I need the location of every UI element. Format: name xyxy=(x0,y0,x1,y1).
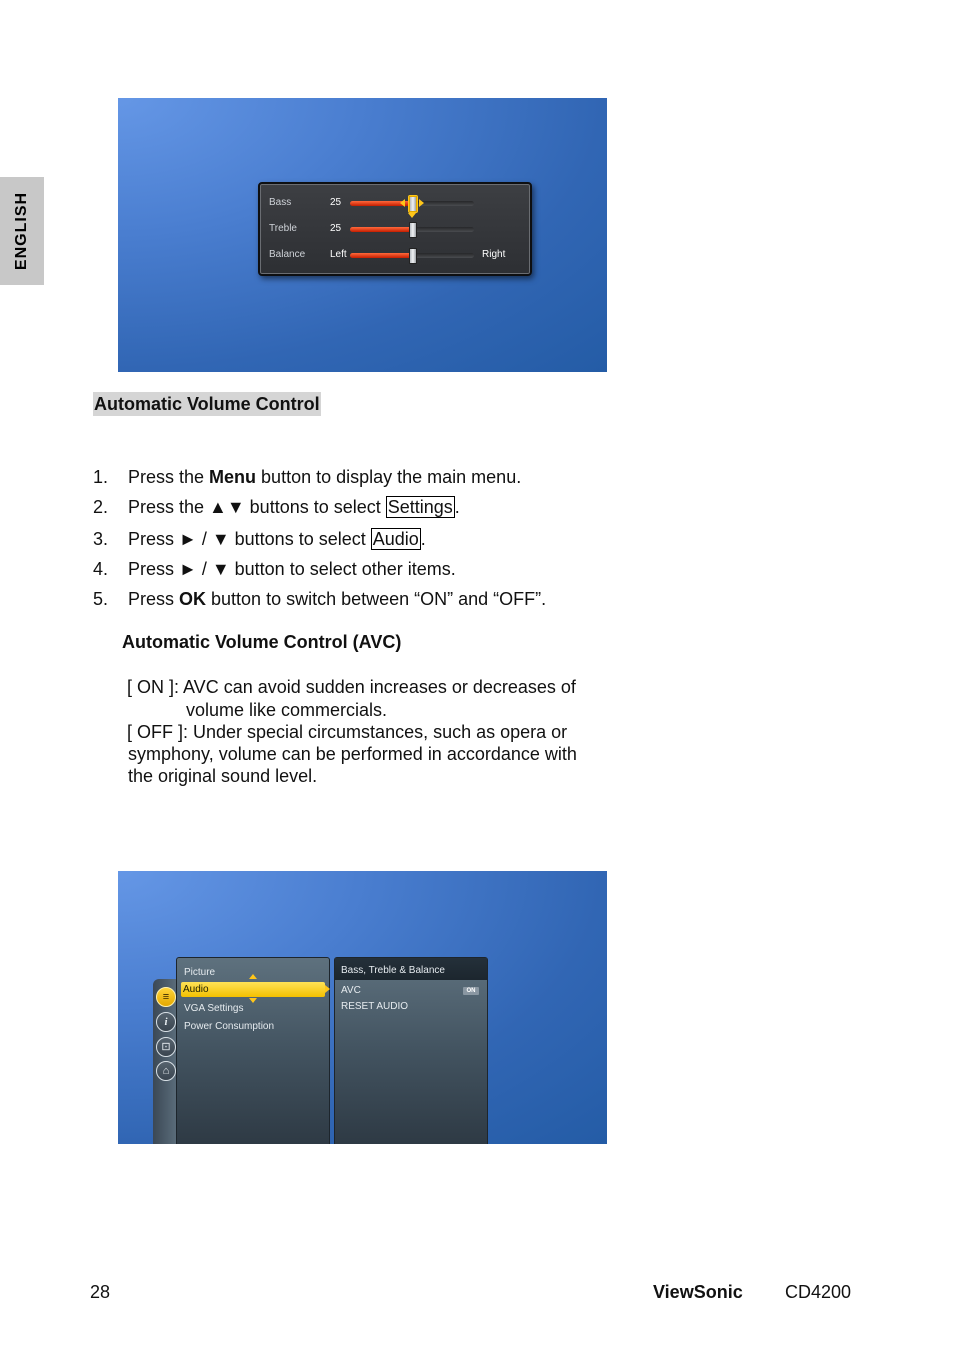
step-text: Press ► / ▼ button to select other items. xyxy=(128,559,456,579)
step-text: . xyxy=(420,529,426,549)
settings-menu-screenshot xyxy=(118,871,607,1144)
avc-on-description: [ ON ]: AVC can avoid sudden increases or decreases of xyxy=(127,677,576,697)
menu-item-audio[interactable] xyxy=(181,982,325,997)
balance-slider-fill xyxy=(350,253,412,258)
avc-off-description-cont: symphony, volume can be performed in accordance with xyxy=(128,744,577,764)
language-label: ENGLISH xyxy=(13,191,30,271)
scroll-up-arrow-icon xyxy=(249,974,257,979)
balance-row xyxy=(260,245,530,265)
main-menu-panel xyxy=(176,957,330,1144)
step-number: 2. xyxy=(93,497,109,517)
info-icon[interactable]: i xyxy=(156,1012,176,1032)
scroll-down-arrow-icon xyxy=(249,998,257,1003)
avc-on-description-cont: volume like commercials. xyxy=(186,700,388,720)
balance-slider-handle[interactable] xyxy=(409,248,417,264)
source-icon[interactable]: ⊡ xyxy=(156,1037,176,1057)
bass-value: 25 xyxy=(330,197,342,208)
submenu-item-label: AVC xyxy=(341,985,361,996)
step-number: 3. xyxy=(93,529,109,549)
audio-adjust-screenshot xyxy=(118,98,607,372)
audio-slider-panel xyxy=(258,182,532,276)
menu-item-label: Power Consumption xyxy=(184,1021,275,1032)
brand-name: ViewSonic xyxy=(653,1282,743,1302)
bass-label: Bass xyxy=(269,197,292,208)
bass-slider[interactable] xyxy=(350,201,474,206)
step-text: . xyxy=(454,497,460,517)
avc-off-description: [ OFF ]: Under special circumstances, such as opera or xyxy=(127,722,568,742)
step-text: Press xyxy=(128,589,180,609)
submenu-item-bass-treble-balance[interactable] xyxy=(335,958,487,980)
treble-slider-handle[interactable] xyxy=(409,222,417,238)
settings-item-ref: Settings xyxy=(387,497,453,517)
submenu-arrow-icon xyxy=(325,985,330,993)
menu-item-label: Audio xyxy=(183,984,209,995)
slider-down-arrow-icon xyxy=(408,213,416,218)
menu-item-power-consumption[interactable] xyxy=(177,1018,329,1036)
audio-item-ref: Audio xyxy=(372,529,419,549)
submenu-item-label: RESET AUDIO xyxy=(341,1001,409,1012)
avc-subheading: Automatic Volume Control (AVC) xyxy=(122,632,402,652)
treble-label: Treble xyxy=(269,223,297,234)
avc-off-description-cont2: the original sound level. xyxy=(128,766,318,786)
audio-submenu-panel xyxy=(334,957,488,1144)
menu-item-picture[interactable] xyxy=(177,964,329,982)
step-text: Press the ▲▼ buttons to select xyxy=(128,497,386,517)
menu-item-label: VGA Settings xyxy=(184,1003,244,1014)
balance-label: Balance xyxy=(269,249,306,260)
model-name: CD4200 xyxy=(785,1282,852,1302)
menu-item-label: Picture xyxy=(184,967,216,978)
treble-row xyxy=(260,219,530,239)
balance-left-label: Left xyxy=(330,249,347,260)
submenu-item-label: Bass, Treble & Balance xyxy=(341,965,445,976)
menu-key: Menu xyxy=(209,467,257,487)
balance-right-label: Right xyxy=(482,249,506,260)
ok-key: OK xyxy=(179,589,207,609)
step-number: 1. xyxy=(93,467,109,487)
page-number: 28 xyxy=(90,1282,111,1302)
step-text: button to switch between “ON” and “OFF”. xyxy=(206,589,547,609)
treble-slider-fill xyxy=(350,227,412,232)
slider-left-arrow-icon xyxy=(400,199,405,207)
step-text: Press ► / ▼ buttons to select xyxy=(128,529,371,549)
balance-slider[interactable] xyxy=(350,253,474,258)
avc-status-badge: ON xyxy=(463,987,479,995)
section-heading: Automatic Volume Control xyxy=(94,394,320,414)
bass-row xyxy=(260,193,530,213)
bass-slider-handle[interactable] xyxy=(409,196,417,212)
treble-value: 25 xyxy=(330,223,342,234)
submenu-item-reset-audio[interactable] xyxy=(335,998,487,1016)
step-number: 4. xyxy=(93,559,109,579)
language-tab xyxy=(0,177,44,285)
step-text: Press the xyxy=(128,467,210,487)
home-icon[interactable]: ⌂ xyxy=(156,1061,176,1081)
treble-slider[interactable] xyxy=(350,227,474,232)
settings-icon[interactable]: ≡ xyxy=(156,987,176,1007)
slider-right-arrow-icon xyxy=(419,199,424,207)
step-text: button to display the main menu. xyxy=(256,467,522,487)
menu-icon-bar xyxy=(153,979,177,1144)
step-number: 5. xyxy=(93,589,109,609)
